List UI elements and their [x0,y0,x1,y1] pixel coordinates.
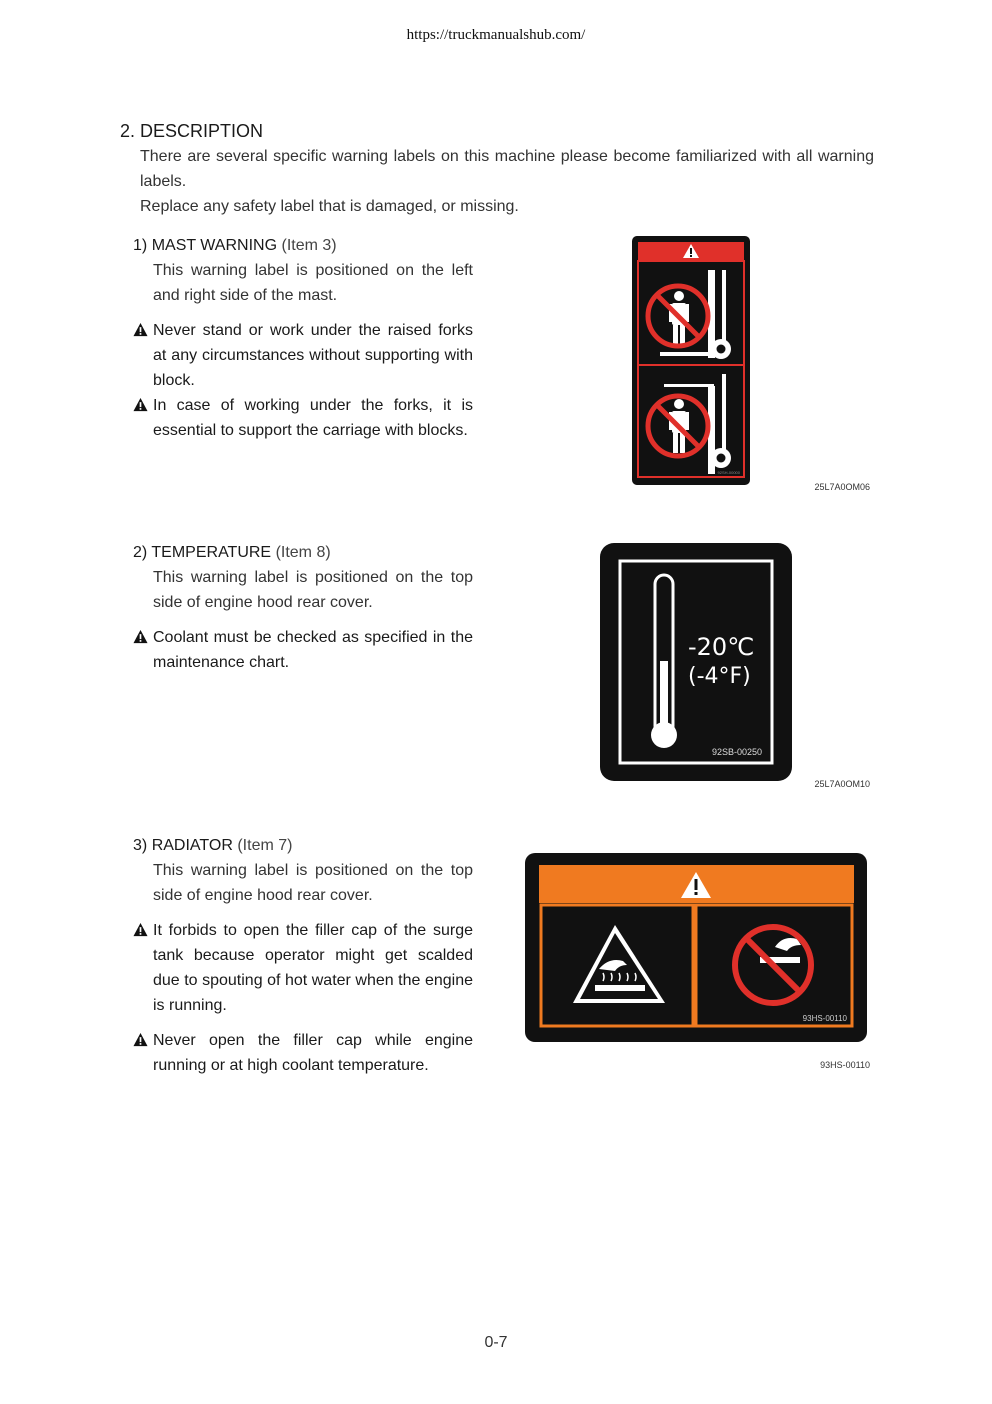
warning-triangle-icon [133,1032,148,1047]
temp-fahrenheit: (-4°F) [688,664,751,689]
item-ref: (Item 8) [275,544,331,561]
item-description: This warning label is positioned on the top side of engine hood rear cover. [153,862,473,904]
figure-caption: 93HS-00110 [820,1060,870,1070]
item-title: RADIATOR [151,837,233,854]
intro-paragraph-2: Replace any safety label that is damaged, or missing. [140,198,519,215]
source-url[interactable]: https://truckmanualshub.com/ [406,27,586,43]
label-code: 93HS-00110 [802,1014,847,1023]
section-intro [140,144,874,219]
warning-triangle-icon [133,397,148,412]
warning-triangle-icon [133,629,148,644]
item-number: 3) [133,837,148,854]
item-heading [133,540,473,565]
item-description: This warning label is positioned on the top side of engine hood rear cover. [153,569,473,611]
warning-text: Coolant must be checked as specified in the maintenance chart. [153,629,473,671]
item-ref: (Item 7) [237,837,293,854]
item-title: TEMPERATURE [151,544,272,561]
item-heading [133,833,473,858]
temperature-label [600,543,792,781]
temp-celsius: -20℃ [688,633,755,661]
item-ref: (Item 3) [281,237,337,254]
intro-paragraph-1: There are several specific warning labels on this machine please become familiarized with all warning labels. [140,148,874,190]
section-title: 2. DESCRIPTION [120,121,264,141]
warning-text: Never stand or work under the raised forks at any circumstances without supporting with block. [153,322,473,389]
item-title: MAST WARNING [151,237,278,254]
item-temperature [133,540,473,675]
warning-note [133,393,473,443]
warning-text: It forbids to open the filler cap of the surge tank because operator might get scalded due to spouting of hot water when the engine is running. [153,922,473,1014]
warning-note [133,1028,473,1078]
item-number: 2) [133,544,148,561]
item-heading [133,233,473,258]
figure-caption: 25L7A0OM06 [814,482,870,492]
warning-note [133,318,473,393]
mast-warning-label [632,236,750,485]
label-code: 92SH-00000 [717,470,740,475]
item-number: 1) [133,237,148,254]
warning-text: Never open the filler cap while engine running or at high coolant temperature. [153,1032,473,1074]
item-radiator [133,833,473,1078]
warning-triangle-icon [133,322,148,337]
warning-note [133,625,473,675]
radiator-label [525,853,867,1042]
figure-caption: 25L7A0OM10 [814,779,870,789]
page-number: 0-7 [484,1334,508,1351]
warning-note [133,918,473,1018]
label-code: 92SB-00250 [711,747,762,757]
warning-text: In case of working under the forks, it is essential to support the carriage with blocks. [153,397,473,439]
item-mast-warning [133,233,473,443]
item-description: This warning label is positioned on the left and right side of the mast. [153,262,473,304]
warning-triangle-icon [133,922,148,937]
